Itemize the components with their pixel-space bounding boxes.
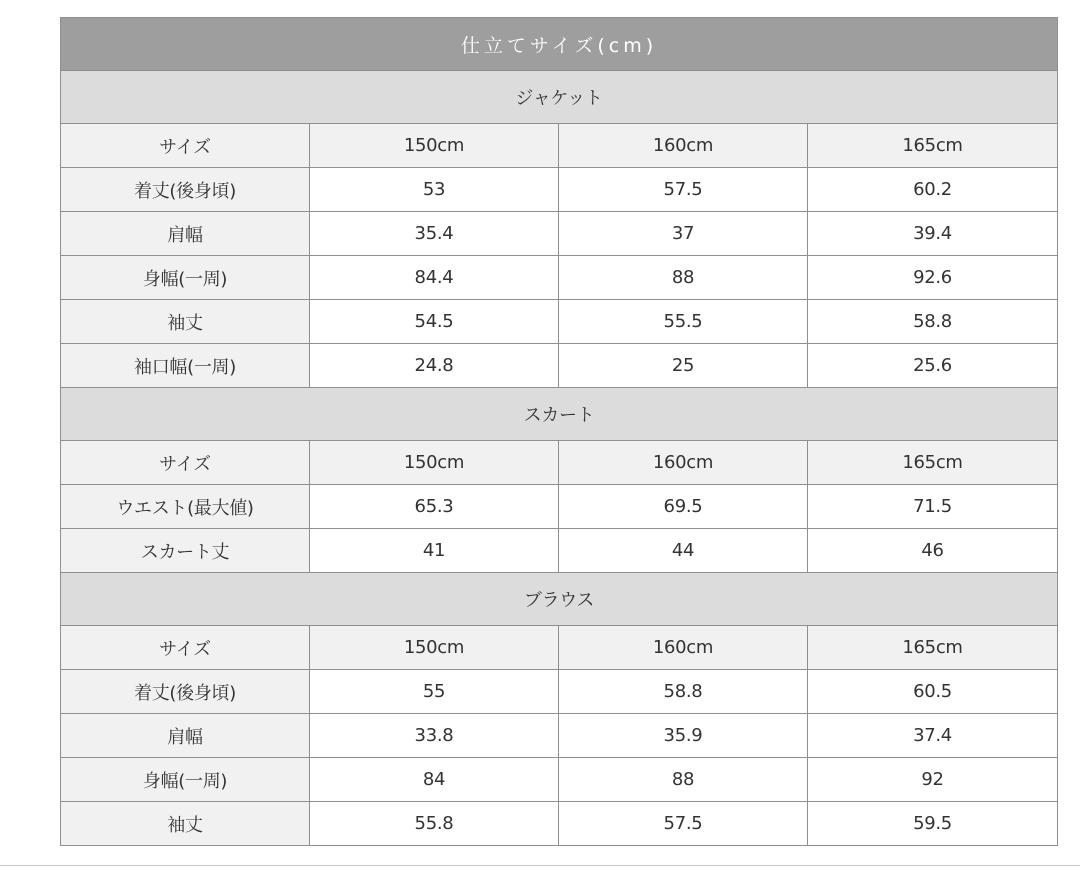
- measurement-cell: 25: [559, 344, 808, 388]
- table-row: [61, 441, 1058, 485]
- row-label: 袖丈: [61, 300, 310, 344]
- row-label: 身幅(一周): [61, 758, 310, 802]
- size-header-cell: 150cm: [310, 626, 559, 670]
- table-row: [61, 529, 1058, 573]
- row-label: ウエスト(最大値): [61, 485, 310, 529]
- table-row: [61, 485, 1058, 529]
- measurement-cell: 59.5: [808, 802, 1058, 846]
- measurement-cell: 37.4: [808, 714, 1058, 758]
- measurement-cell: 46: [808, 529, 1058, 573]
- size-header-cell: 165cm: [808, 441, 1058, 485]
- measurement-cell: 55.5: [559, 300, 808, 344]
- measurement-cell: 35.4: [310, 212, 559, 256]
- table-title: 仕立てサイズ(cm): [61, 18, 1058, 71]
- measurement-cell: 71.5: [808, 485, 1058, 529]
- size-header-cell: 160cm: [559, 441, 808, 485]
- measurement-cell: 44: [559, 529, 808, 573]
- measurement-cell: 33.8: [310, 714, 559, 758]
- size-header-cell: 160cm: [559, 124, 808, 168]
- table-row: [61, 626, 1058, 670]
- measurement-cell: 60.2: [808, 168, 1058, 212]
- measurement-cell: 84.4: [310, 256, 559, 300]
- row-label: 袖口幅(一周): [61, 344, 310, 388]
- measurement-cell: 55.8: [310, 802, 559, 846]
- section-row: [61, 71, 1058, 124]
- measurement-cell: 69.5: [559, 485, 808, 529]
- row-label: 肩幅: [61, 212, 310, 256]
- section-heading: スカート: [61, 388, 1058, 441]
- table-row: [61, 256, 1058, 300]
- section-heading: ジャケット: [61, 71, 1058, 124]
- measurement-cell: 24.8: [310, 344, 559, 388]
- measurement-cell: 55: [310, 670, 559, 714]
- title-row: [61, 18, 1058, 71]
- size-header-cell: 150cm: [310, 441, 559, 485]
- measurement-cell: 57.5: [559, 168, 808, 212]
- row-label: サイズ: [61, 124, 310, 168]
- measurement-cell: 60.5: [808, 670, 1058, 714]
- row-label: 着丈(後身頃): [61, 168, 310, 212]
- row-label: 肩幅: [61, 714, 310, 758]
- row-label: 身幅(一周): [61, 256, 310, 300]
- measurement-cell: 88: [559, 256, 808, 300]
- table-row: [61, 212, 1058, 256]
- measurement-cell: 84: [310, 758, 559, 802]
- row-label: 着丈(後身頃): [61, 670, 310, 714]
- measurement-cell: 65.3: [310, 485, 559, 529]
- measurement-cell: 58.8: [559, 670, 808, 714]
- size-table-body: [61, 18, 1058, 846]
- size-header-cell: 165cm: [808, 124, 1058, 168]
- measurement-cell: 35.9: [559, 714, 808, 758]
- table-row: [61, 670, 1058, 714]
- table-row: [61, 168, 1058, 212]
- measurement-cell: 92.6: [808, 256, 1058, 300]
- row-label: スカート丈: [61, 529, 310, 573]
- section-heading: ブラウス: [61, 573, 1058, 626]
- table-row: [61, 802, 1058, 846]
- table-row: [61, 714, 1058, 758]
- measurement-cell: 88: [559, 758, 808, 802]
- measurement-cell: 39.4: [808, 212, 1058, 256]
- size-header-cell: 150cm: [310, 124, 559, 168]
- measurement-cell: 25.6: [808, 344, 1058, 388]
- row-label: サイズ: [61, 441, 310, 485]
- table-row: [61, 344, 1058, 388]
- row-label: サイズ: [61, 626, 310, 670]
- measurement-cell: 53: [310, 168, 559, 212]
- bottom-divider: [0, 865, 1080, 866]
- measurement-cell: 92: [808, 758, 1058, 802]
- measurement-cell: 41: [310, 529, 559, 573]
- measurement-cell: 54.5: [310, 300, 559, 344]
- table-row: [61, 758, 1058, 802]
- measurement-cell: 58.8: [808, 300, 1058, 344]
- size-table: [60, 17, 1058, 846]
- section-row: [61, 388, 1058, 441]
- table-row: [61, 300, 1058, 344]
- table-row: [61, 124, 1058, 168]
- measurement-cell: 57.5: [559, 802, 808, 846]
- measurement-cell: 37: [559, 212, 808, 256]
- section-row: [61, 573, 1058, 626]
- row-label: 袖丈: [61, 802, 310, 846]
- size-header-cell: 160cm: [559, 626, 808, 670]
- size-header-cell: 165cm: [808, 626, 1058, 670]
